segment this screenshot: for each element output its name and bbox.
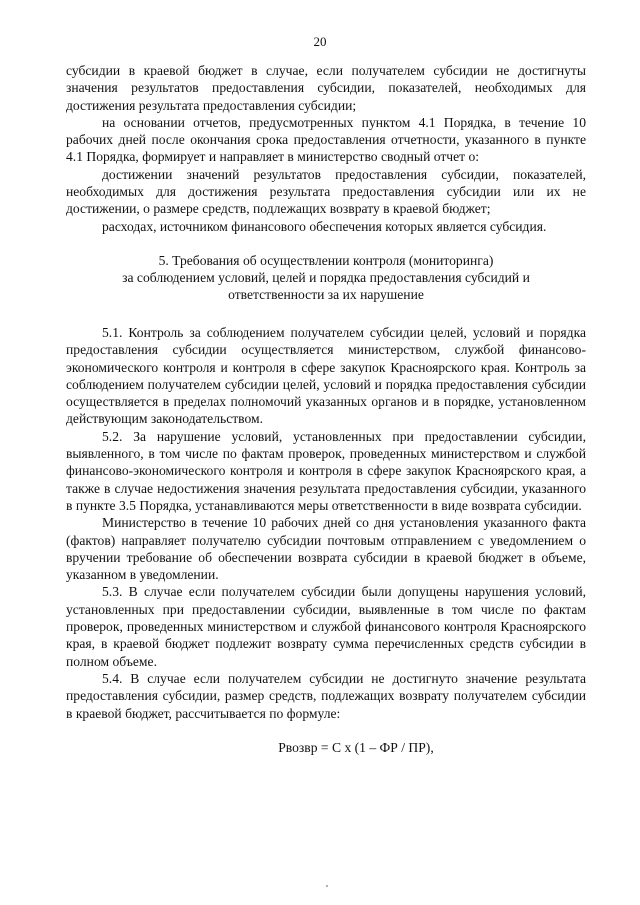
paragraph: на основании отчетов, предусмотренных пунктом 4.1 Порядка, в течение 10 рабочих дней после окончания срока предоставления отчетности, указанного в пункте 4.1 Порядка, формирует и направляет в министерство сводный отчет о:	[66, 114, 586, 165]
document-body	[66, 62, 586, 756]
paragraph: 5.4. В случае если получателем субсидии не достигнуто значение результата предоставления субсидии, размер средств, подлежащих возврату получателем субсидии в краевой бюджет, рассчитывается по формуле:	[66, 670, 586, 721]
paragraph: субсидии в краевой бюджет в случае, если получателем субсидии не достигнуты значения результатов предоставления субсидии, показателей, необходимых для достижения результата предоставления субсидии;	[66, 63, 586, 113]
paragraph: 5.1. Контроль за соблюдением получателем субсидии целей, условий и порядка предоставления субсидии осуществляется министерством, службой финансово-экономического контроля и контроля в сфере закупок Красноярского края. Контроль за соблюдением получателем субсидии целей, условий и порядка предоставления субсидии осуществляется в пределах полномочий указанных органов и в порядке, установленном действующим законодательством.	[66, 324, 586, 427]
section-heading	[66, 252, 586, 303]
paragraph: достижении значений результатов предоставления субсидии, показателей, необходимых для достижения результата предоставления субсидии или их не достижении, о размере средств, подлежащих возврату в краевой бюджет;	[66, 166, 586, 217]
paragraph: расходах, источником финансового обеспечения которых является субсидия.	[102, 218, 547, 234]
section-heading-line: ответственности за их нарушение	[228, 286, 424, 302]
paragraph: Министерство в течение 10 рабочих дней со дня установления указанного факта (фактов) направляет получателю субсидии почтовым отправлением с уведомлением о вручении требование об обеспечении возврата субсидии в краевой бюджет в объеме, указанном в уведомлении.	[66, 515, 586, 583]
section-heading-line: за соблюдением условий, целей и порядка предоставления субсидий и	[122, 269, 530, 285]
scan-speck	[326, 885, 328, 887]
paragraph: 5.2. За нарушение условий, установленных при предоставлении субсидии, выявленного, в том числе по фактам проверок, проведенных министерством и службой финансово-экономического контроля и контроля в сфере закупок Красноярского края, а также в случае недостижения значения результата предоставления субсидии, указанного в пункте 3.5 Порядка, устанавливаются меры ответственности в виде возврата субсидии.	[66, 428, 586, 513]
paragraph: 5.3. В случае если получателем субсидии были допущены нарушения условий, установленных при предоставлении субсидии, выявленные в том числе по фактам проверок, проведенных министерством и службой финансового контроля Красноярского края, в краевой бюджет подлежит возврату сумма перечисленных средств субсидии в полном объеме.	[66, 584, 586, 669]
page-number: 20	[313, 34, 327, 49]
section-heading-line: 5. Требования об осуществлении контроля (мониторинга)	[158, 252, 494, 268]
formula: Pвозвр = С х (1 – ФР / ПР),	[278, 739, 434, 755]
